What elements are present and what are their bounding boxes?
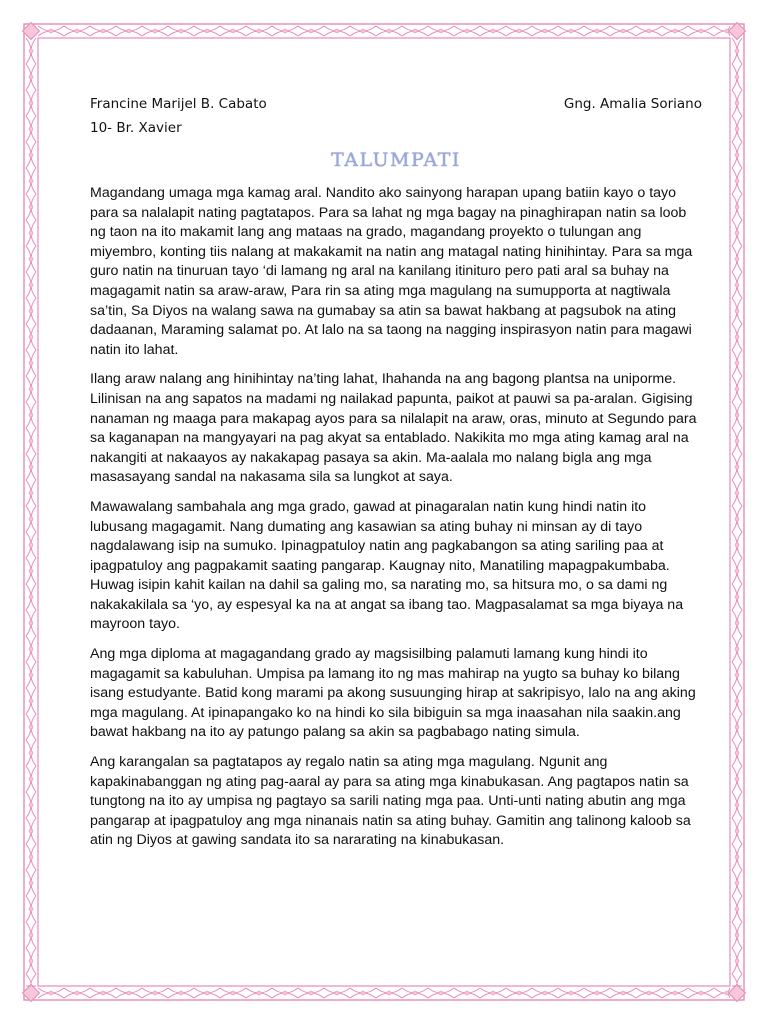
- paragraph-4: Ang mga diploma at magagandang grado ay magsisilbing palamuti lamang kung hindi ito magagamit sa kabuluhan. Umpisa pa lamang ito ng mas mahirap na yugto sa buhay ko bilang isang estudyante. Batid kong marami pa akong susuunging hirap at sakripisyo, lalo na ang aking mga magulang. At ipinapangako ko na hindi ko sila bibiguin sa mga inaasahan nila saakin.ang bawat hakbang na ito ay patungo palang sa akin sa pagbabago nating simula.: [90, 646, 696, 741]
- paragraph-5: Ang karangalan sa pagtatapos ay regalo natin sa ating mga magulang. Ngunit ang kapakinabanggan ng ating pag-aaral ay para sa ating mga kinabukasan. Ang pagtapos natin sa tungtong na ito ay umpisa ng pagtayo sa sarili nating mga paa. Unti-unti nating abutin ang mga pangarap at ipagpatuloy ang mga ninanais natin sa ating buhay. Gamitin ang talinong kaloob sa atin ng Diyos at gawing sandata ito sa nararating na kinabukasan.: [90, 754, 691, 849]
- paragraph-1: Magandang umaga mga kamag aral. Nandito ako sainyong harapan upang batiin kayo o tayo para sa nalalapit nating pagtatapos. Para sa lahat ng mga bagay na pinaghirapan natin sa loob ng taon na ito makamit lang ang mataas na grado, magandang proyekto o tulungan ang miyembro, konting tiis nalang at makakamit na natin ang matagal nating hinihintay. Para sa mga guro natin na tinuruan tayo ‘di lamang ng aral na kanilang itinituro pero pati aral sa buhay na magagamit natin sa araw-araw, Para rin sa ating mga magulang na sumupporta at nagtiwala sa’tin, Sa Diyos na walang sawa na gumabay sa atin sa bawat hakbang at pagsubok na ating dadaanan, Maraming salamat po. At lalo na sa taong na nagging inspirasyon natin para magawi natin ito lahat.: [90, 185, 693, 358]
- teacher-name: Gng. Amalia Soriano: [563, 96, 702, 112]
- document-title: TALUMPATI: [331, 149, 461, 171]
- paragraph-2: Ilang araw nalang ang hinihintay na’ting lahat, Ihahanda na ang bagong plantsa na uniporme. Lilinisan na ang sapatos na madami ng nailakad papunta, paikot at pauwi sa pa-aralan. Gigising nanaman ng maaga para makapag ayos para sa nilalapit na araw, oras, minuto at Segundo para sa kaganapan na mangyayari na pag akyat sa entablado. Nakikita mo mga ating kamag aral na nakangiti at nakaayos ay nakakapag pasaya sa akin. Ma-aalala mo nalang bigla ang mga masasayang sandal na nakasama sila sa lungkot at saya.: [90, 371, 697, 486]
- section-label: 10- Br. Xavier: [90, 120, 182, 136]
- paragraph-3: Mawawalang sambahala ang mga grado, gawad at pinagaralan natin kung hindi natin ito lubusang magagamit. Nang dumating ang kasawian sa ating buhay ni minsan ay di tayo nagdalawang isip na sumuko. Ipinagpatuloy natin ang pagkabangon sa ating sariling paa at ipagpatuloy ang pagpakamit saating pangarap. Kaugnay nito, Manatiling mapagpakumbaba. Huwag isipin kahit kailan na dahil sa galing mo, sa narating mo, sa hitsura mo, o sa dami ng nakakakilala sa ‘yo, ay espesyal ka na at angat sa ibang tao. Magpasalamat sa mga biyaya na mayroon tayo.: [90, 498, 684, 633]
- document-content: [90, 92, 702, 861]
- author-name: Francine Marijel B. Cabato: [90, 96, 267, 112]
- header-row: [90, 92, 702, 116]
